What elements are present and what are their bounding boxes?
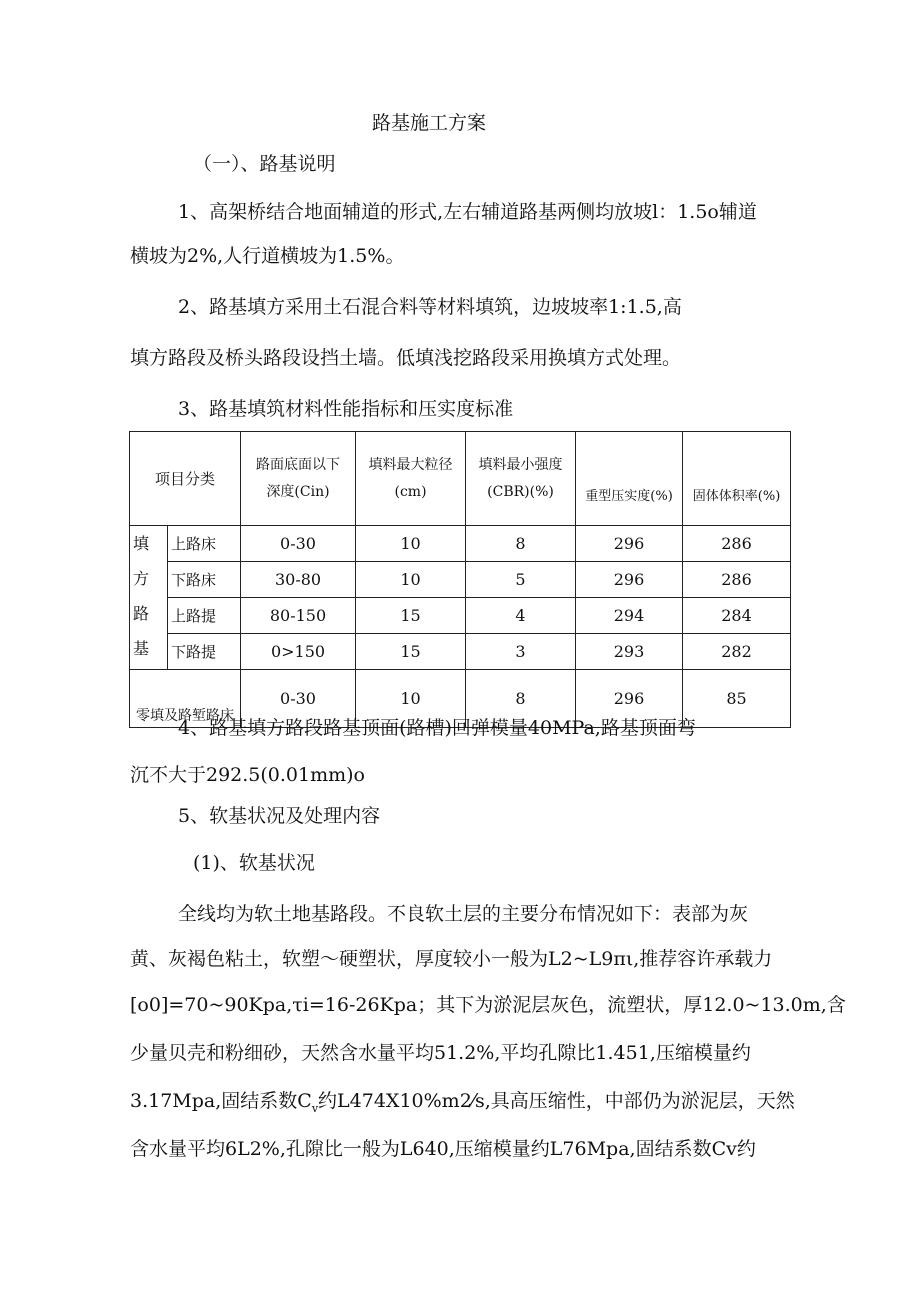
header-category: 项目分类 bbox=[130, 432, 241, 526]
header-max-size bbox=[356, 432, 466, 526]
table-header-row bbox=[130, 432, 791, 526]
row-depth: 0-30 bbox=[241, 670, 356, 728]
row-solid: 282 bbox=[683, 634, 791, 670]
body-line-1: 全线均为软土地基路段。不良软土层的主要分布情况如下：表部为灰 bbox=[178, 903, 749, 925]
row-depth: 0>150 bbox=[241, 634, 356, 670]
row-solid: 284 bbox=[683, 598, 791, 634]
row-compaction: 293 bbox=[576, 634, 683, 670]
paragraph-2-line-2: 填方路段及桥头路段设挡土墙。低填浅挖路段采用换填方式处理。 bbox=[130, 347, 682, 369]
row-cbr: 3 bbox=[466, 634, 576, 670]
table-row bbox=[130, 634, 791, 670]
body-line-2: 黄、灰褐色粘土，软塑～硬塑状，厚度较小一般为L2~L9πι,推荐容许承载力 bbox=[130, 948, 773, 970]
body-line-5 bbox=[130, 1089, 795, 1121]
row-compaction: 294 bbox=[576, 598, 683, 634]
paragraph-3: 3、路基填筑材料性能指标和压实度标准 bbox=[178, 398, 514, 420]
row-solid: 286 bbox=[683, 526, 791, 562]
row-cbr: 8 bbox=[466, 670, 576, 728]
paragraph-2-line-1: 2、路基填方采用土石混合料等材料填筑，边坡坡率1:1.5,高 bbox=[178, 296, 682, 318]
table-row bbox=[130, 526, 791, 562]
row-name: 零填及路堑路床 bbox=[130, 670, 241, 728]
row-solid: 286 bbox=[683, 562, 791, 598]
body-line-5-part-a: 3.17Mpa,固结系数C bbox=[130, 1090, 312, 1112]
paragraph-5: 5、软基状况及处理内容 bbox=[178, 805, 381, 827]
row-cbr: 4 bbox=[466, 598, 576, 634]
header-cbr-line-2: (CBR)(%) bbox=[487, 483, 554, 500]
header-solid-volume: 固体体积率(%) bbox=[683, 432, 791, 526]
material-spec-table bbox=[129, 431, 791, 728]
body-line-6: 含水量平均6L2%,孔隙比一般为L640,压缩模量约L76Mpa,固结系数Cv约 bbox=[130, 1138, 756, 1160]
group-label-char: 路 bbox=[133, 604, 150, 623]
body-line-3: [o0]=70~90Kpa,τi=16-26Kpa；其下为淤泥层灰色，流塑状，厚12.0~13.0m,含 bbox=[130, 994, 846, 1016]
header-min-strength bbox=[466, 432, 576, 526]
table-row bbox=[130, 598, 791, 634]
section-heading: （一）、路基说明 bbox=[193, 153, 336, 175]
row-name: 上路床 bbox=[168, 526, 241, 562]
group-label-char: 填 bbox=[133, 534, 150, 553]
paragraph-4-line-1: 4、路基填方路段路基顶面(路槽)回弹模量40MPa,路基顶面弯 bbox=[178, 717, 696, 739]
row-name: 下路提 bbox=[168, 634, 241, 670]
row-solid: 85 bbox=[683, 670, 791, 728]
row-compaction: 296 bbox=[576, 670, 683, 728]
row-name: 下路床 bbox=[168, 562, 241, 598]
row-size: 15 bbox=[356, 634, 466, 670]
row-size: 10 bbox=[356, 526, 466, 562]
row-compaction: 296 bbox=[576, 526, 683, 562]
row-depth: 0-30 bbox=[241, 526, 356, 562]
body-line-5-part-b: 约L474X10%m2⁄s,具高压缩性，中部仍为淤泥层，天然 bbox=[318, 1090, 795, 1112]
header-size-line-1: 填料最大粒径 bbox=[368, 456, 453, 473]
header-size-line-2: (cm) bbox=[394, 483, 427, 500]
paragraph-4-line-2: 沉不大于292.5(0.01mm)o bbox=[130, 764, 365, 786]
header-depth-line-1: 路面底面以下 bbox=[256, 456, 341, 473]
row-compaction: 296 bbox=[576, 562, 683, 598]
body-line-4: 少量贝壳和粉细砂，天然含水量平均51.2%,平均孔隙比1.451,压缩模量约 bbox=[130, 1042, 751, 1064]
header-depth-line-2: 深度(Cin) bbox=[266, 483, 330, 500]
row-cbr: 5 bbox=[466, 562, 576, 598]
header-cbr-line-1: 填料最小强度 bbox=[478, 456, 563, 473]
group-label-char: 方 bbox=[133, 569, 150, 588]
group-label-char: 基 bbox=[133, 639, 150, 658]
row-depth: 80-150 bbox=[241, 598, 356, 634]
row-size: 10 bbox=[356, 670, 466, 728]
row-name: 上路提 bbox=[168, 598, 241, 634]
row-depth: 30-80 bbox=[241, 562, 356, 598]
body-line-5-subscript: v bbox=[311, 1101, 319, 1115]
header-compaction: 重型压实度(%) bbox=[576, 432, 683, 526]
document-title: 路基施工方案 bbox=[372, 112, 487, 134]
row-size: 10 bbox=[356, 562, 466, 598]
paragraph-1-line-1: 1、高架桥结合地面辅道的形式,左右辅道路基两侧均放坡l：1.5o辅道 bbox=[178, 201, 757, 223]
group-label-fill-subgrade bbox=[130, 526, 168, 670]
subsection-heading: (1)、软基状况 bbox=[193, 852, 315, 874]
paragraph-1-line-2: 横坡为2%,人行道横坡为1.5%。 bbox=[130, 245, 405, 267]
table-row bbox=[130, 562, 791, 598]
row-cbr: 8 bbox=[466, 526, 576, 562]
row-size: 15 bbox=[356, 598, 466, 634]
header-depth bbox=[241, 432, 356, 526]
